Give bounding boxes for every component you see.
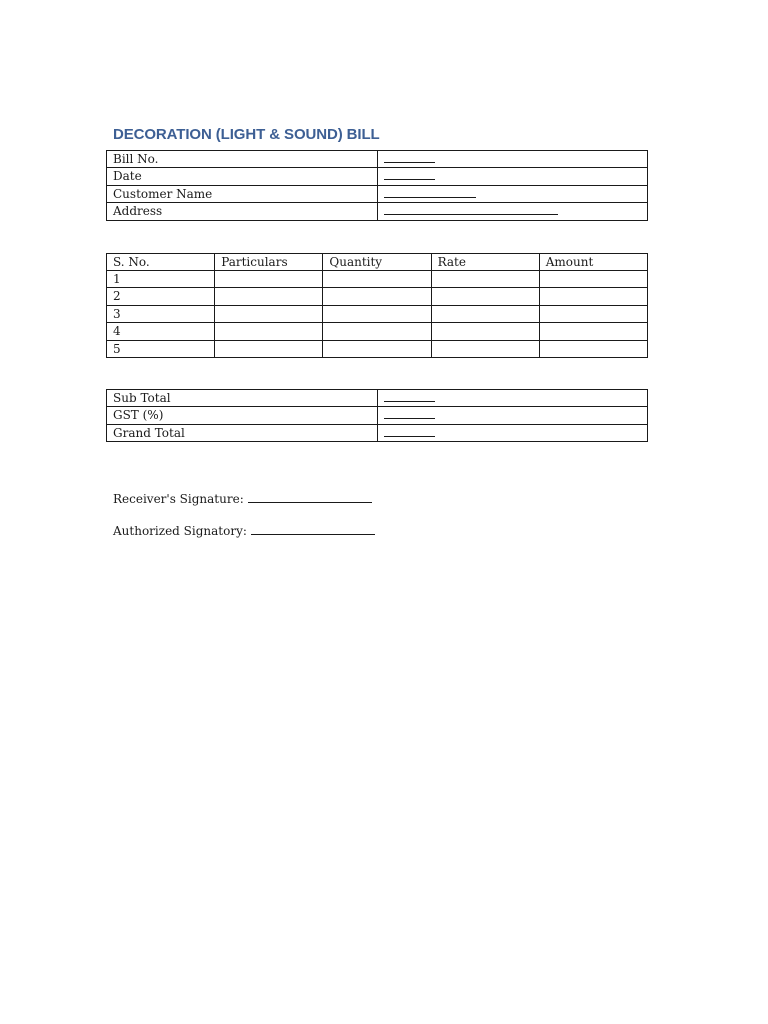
table-row <box>107 340 648 357</box>
sub-total-label: Sub Total <box>107 389 378 406</box>
blank-line <box>384 390 435 402</box>
particulars-cell[interactable] <box>215 323 323 340</box>
rate-cell[interactable] <box>431 340 539 357</box>
row-sno: 3 <box>107 305 215 322</box>
totals-table <box>106 389 648 442</box>
amount-cell[interactable] <box>539 288 647 305</box>
address-field[interactable] <box>378 203 648 220</box>
receiver-signature-line <box>113 491 648 507</box>
row-sno: 1 <box>107 270 215 287</box>
quantity-cell[interactable] <box>323 288 431 305</box>
sub-total-field[interactable] <box>378 389 648 406</box>
blank-line <box>384 425 435 437</box>
table-row <box>107 424 648 441</box>
table-header-row <box>107 253 648 270</box>
gst-label: GST (%) <box>107 407 378 424</box>
rate-cell[interactable] <box>431 305 539 322</box>
row-sno: 5 <box>107 340 215 357</box>
header-rate: Rate <box>431 253 539 270</box>
header-amount: Amount <box>539 253 647 270</box>
authorized-signatory-blank[interactable] <box>251 523 375 535</box>
row-sno: 2 <box>107 288 215 305</box>
customer-name-field[interactable] <box>378 185 648 202</box>
bill-info-table <box>106 150 648 221</box>
rate-cell[interactable] <box>431 270 539 287</box>
document-title: DECORATION (LIGHT & SOUND) BILL <box>113 126 380 143</box>
particulars-cell[interactable] <box>215 270 323 287</box>
table-row <box>107 270 648 287</box>
receiver-signature-blank[interactable] <box>248 491 372 503</box>
quantity-cell[interactable] <box>323 340 431 357</box>
table-row <box>107 151 648 168</box>
particulars-cell[interactable] <box>215 340 323 357</box>
address-label: Address <box>107 203 378 220</box>
header-sno: S. No. <box>107 253 215 270</box>
table-row <box>107 203 648 220</box>
amount-cell[interactable] <box>539 305 647 322</box>
date-label: Date <box>107 168 378 185</box>
amount-cell[interactable] <box>539 340 647 357</box>
table-row <box>107 185 648 202</box>
blank-line <box>384 151 435 163</box>
signature-section <box>106 491 648 539</box>
particulars-cell[interactable] <box>215 305 323 322</box>
blank-line <box>384 168 435 180</box>
gst-field[interactable] <box>378 407 648 424</box>
quantity-cell[interactable] <box>323 323 431 340</box>
table-row <box>107 323 648 340</box>
authorized-signatory-label: Authorized Signatory: <box>113 524 247 539</box>
blank-line <box>384 407 435 419</box>
blank-line <box>384 203 558 215</box>
bill-no-field[interactable] <box>378 151 648 168</box>
amount-cell[interactable] <box>539 270 647 287</box>
quantity-cell[interactable] <box>323 270 431 287</box>
table-row <box>107 288 648 305</box>
receiver-signature-label: Receiver's Signature: <box>113 492 244 507</box>
bill-document <box>106 124 648 555</box>
items-table <box>106 253 648 358</box>
customer-name-label: Customer Name <box>107 185 378 202</box>
bill-no-label: Bill No. <box>107 151 378 168</box>
header-particulars: Particulars <box>215 253 323 270</box>
grand-total-field[interactable] <box>378 424 648 441</box>
amount-cell[interactable] <box>539 323 647 340</box>
row-sno: 4 <box>107 323 215 340</box>
authorized-signatory-line <box>113 523 648 539</box>
date-field[interactable] <box>378 168 648 185</box>
grand-total-label: Grand Total <box>107 424 378 441</box>
table-row <box>107 168 648 185</box>
rate-cell[interactable] <box>431 323 539 340</box>
table-row <box>107 407 648 424</box>
table-row <box>107 305 648 322</box>
quantity-cell[interactable] <box>323 305 431 322</box>
particulars-cell[interactable] <box>215 288 323 305</box>
table-row <box>107 389 648 406</box>
header-quantity: Quantity <box>323 253 431 270</box>
blank-line <box>384 186 476 198</box>
rate-cell[interactable] <box>431 288 539 305</box>
